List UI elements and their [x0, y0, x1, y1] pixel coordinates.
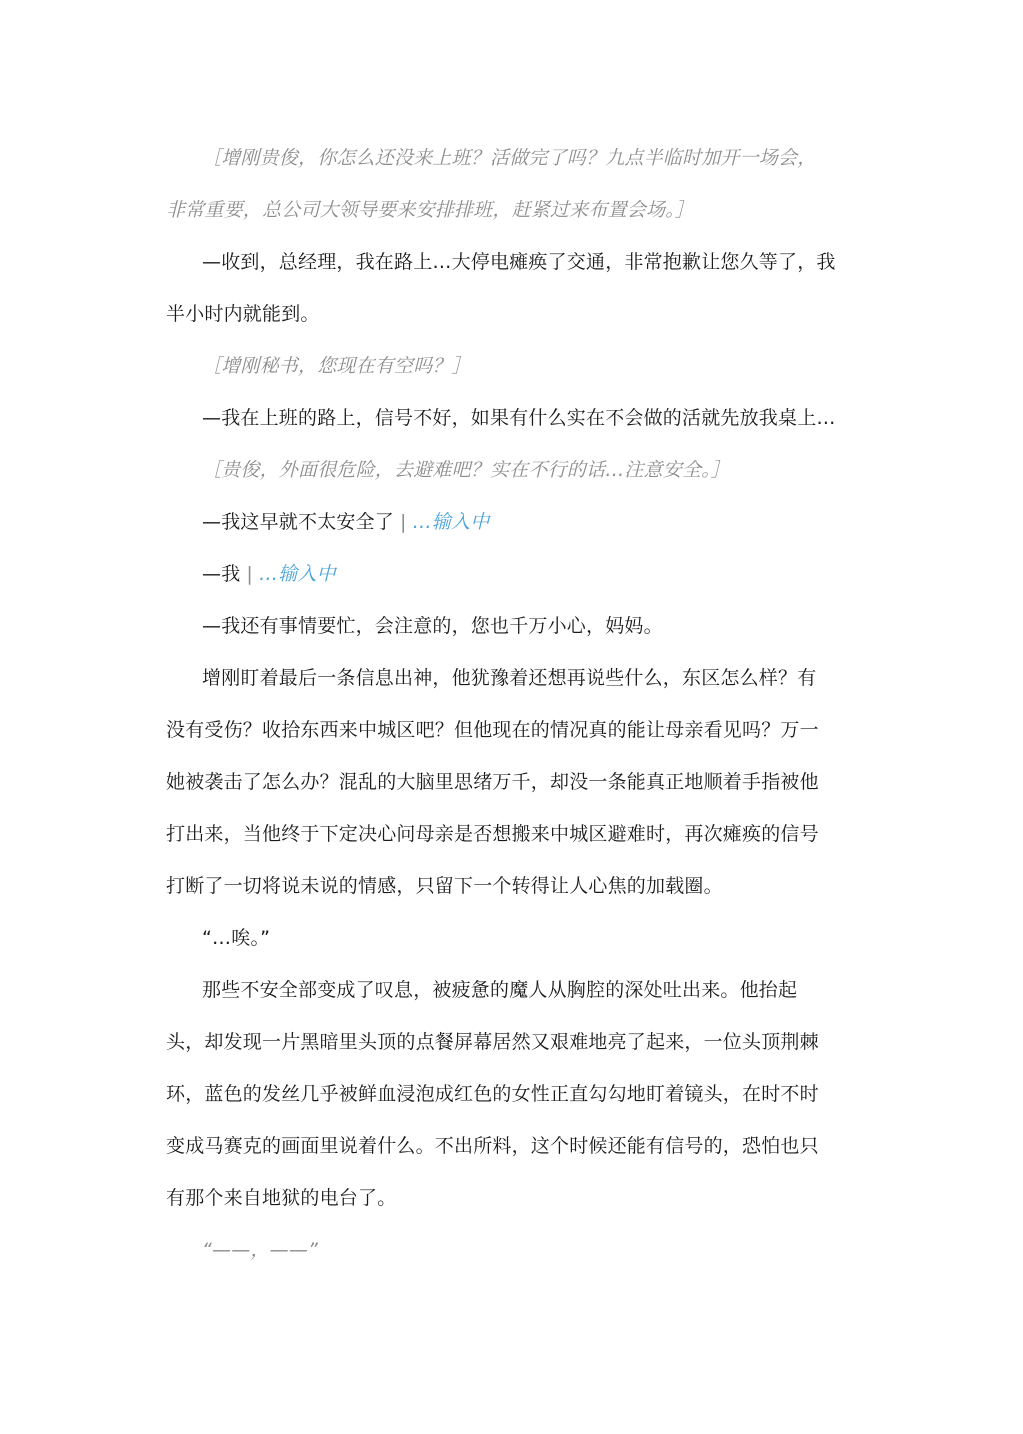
dialogue-line: “…唉。” [202, 927, 271, 949]
text-cursor: | [246, 563, 254, 585]
message-received: ［增刚秘书，您现在有空吗？］ [202, 355, 471, 377]
paragraph-line: 头，却发现一片黑暗里头顶的点餐屏幕居然又艰难地亮了起来，一位头顶荆棘 [166, 1031, 819, 1053]
message-received: 非常重要，总公司大领导要来安排排班，赶紧过来布置会场。］ [166, 199, 695, 221]
paragraph-line: 打断了一切将说未说的情感，只留下一个转得让人心焦的加载圈。 [166, 875, 723, 897]
paragraph-line: 环，蓝色的发丝几乎被鲜血浸泡成红色的女性正直勾勾地盯着镜头，在时不时 [166, 1083, 819, 1105]
paragraph-line: 增刚盯着最后一条信息出神，他犹豫着还想再说些什么，东区怎么样？有 [202, 667, 817, 689]
document-page [166, 132, 856, 1276]
paragraph-line: 没有受伤？收拾东西来中城区吧？但他现在的情况真的能让母亲看见吗？万一 [166, 719, 819, 741]
paragraph-line: 她被袭击了怎么办？混乱的大脑里思绪万千，却没一条能真正地顺着手指被他 [166, 771, 819, 793]
paragraph-line: 有那个来自地狱的电台了。 [166, 1187, 397, 1209]
draft-text: —我这早就不太安全了 [202, 511, 395, 533]
message-sent: —收到，总经理，我在路上…大停电瘫痪了交通，非常抱歉让您久等了，我 [202, 251, 836, 273]
message-draft [166, 496, 856, 548]
paragraph-line: 那些不安全部变成了叹息，被疲惫的魔人从胸腔的深处吐出来。他抬起 [202, 979, 798, 1001]
message-draft [166, 548, 856, 600]
text-cursor: | [400, 511, 407, 533]
draft-text: —我 [202, 563, 241, 585]
message-sent: 半小时内就能到。 [166, 303, 320, 325]
message-received: ［贵俊，外面很危险，去避难吧？实在不行的话…注意安全。］ [202, 459, 731, 481]
typing-indicator: …输入中 [412, 511, 490, 533]
paragraph-line: 打出来，当他终于下定决心问母亲是否想搬来中城区避难时，再次瘫痪的信号 [166, 823, 819, 845]
typing-indicator: …输入中 [259, 563, 336, 585]
paragraph-line: 变成马赛克的画面里说着什么。不出所料，这个时候还能有信号的，恐怕也只 [166, 1135, 819, 1157]
dialogue-line: “——，——” [202, 1239, 319, 1261]
message-sent: —我还有事情要忙，会注意的，您也千万小心，妈妈。 [202, 615, 663, 637]
message-received: ［增刚贵俊，你怎么还没来上班？活做完了吗？九点半临时加开一场会， [202, 147, 817, 169]
message-sent: —我在上班的路上，信号不好，如果有什么实在不会做的活就先放我桌上… [202, 407, 836, 429]
